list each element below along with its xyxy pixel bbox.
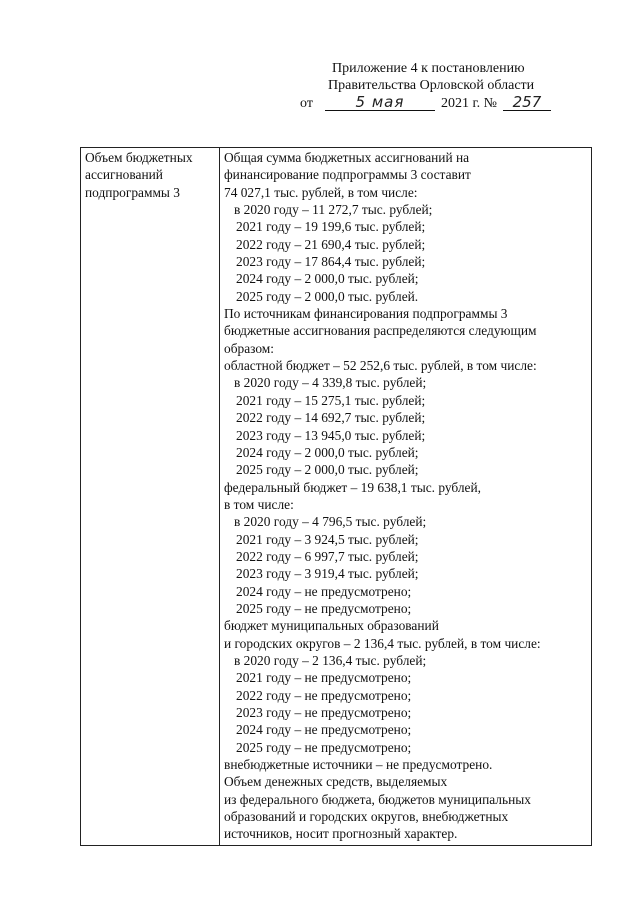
content-line: 2024 году – не предусмотрено; xyxy=(236,722,412,738)
content-line: 2023 году – 17 864,4 тыс. рублей; xyxy=(236,254,426,270)
content-line: 2021 году – 19 199,6 тыс. рублей; xyxy=(236,219,426,235)
content-line: По источникам финансирования подпрограммы 3 xyxy=(224,306,508,322)
content-line: образом: xyxy=(224,340,274,356)
appendix-header xyxy=(300,60,600,112)
content-line: федеральный бюджет – 19 638,1 тыс. рублей, xyxy=(224,479,481,495)
content-line: 2025 году – не предусмотрено; xyxy=(236,739,412,755)
content-line: 2023 году – не предусмотрено; xyxy=(236,705,412,720)
content-line: в 2020 году – 4 339,8 тыс. рублей; xyxy=(234,375,427,391)
budget-table xyxy=(80,147,592,846)
content-line: 2025 году – 2 000,0 тыс. рублей. xyxy=(236,288,419,304)
content-line: 2023 году – 3 919,4 тыс. рублей; xyxy=(236,566,419,582)
content-line: источников, носит прогнозный характер. xyxy=(224,826,458,842)
content-line: 2022 году – 6 997,7 тыс. рублей; xyxy=(236,548,419,564)
content-line: 2022 году – не предусмотрено; xyxy=(236,687,412,703)
content-line: 2021 году – 15 275,1 тыс. рублей; xyxy=(236,392,426,408)
row-label: Объем бюджетных ассигнований подпрограммы 3 xyxy=(81,148,220,846)
appendix-title: Приложение 4 к постановлению xyxy=(332,61,525,76)
content-line: внебюджетные источники – не предусмотрено. xyxy=(224,757,493,773)
appendix-date-line xyxy=(300,94,600,112)
content-line: Объем денежных средств, выделяемых xyxy=(224,774,448,790)
content-line: и городских округов – 2 136,4 тыс. рублей, в том числе: xyxy=(224,635,541,651)
content-line: 74 027,1 тыс. рублей, в том числе: xyxy=(224,184,418,200)
content-line: 2021 году – не предусмотрено; xyxy=(236,670,412,686)
content-line: 2025 году – 2 000,0 тыс. рублей; xyxy=(236,462,419,478)
content-line: 2025 году – не предусмотрено; xyxy=(236,600,412,616)
row-content xyxy=(220,148,592,846)
table-row xyxy=(81,148,592,846)
content-line: образований и городских округов, внебюджетных xyxy=(224,809,509,825)
content-line: из федерального бюджета, бюджетов муниципальных xyxy=(224,791,531,807)
content-line: 2021 году – 3 924,5 тыс. рублей; xyxy=(236,531,419,547)
content-line: бюджет муниципальных образований xyxy=(224,618,439,634)
content-line: 2022 году – 14 692,7 тыс. рублей; xyxy=(236,410,426,426)
content-line: в том числе: xyxy=(224,496,294,512)
content-line: областной бюджет – 52 252,6 тыс. рублей, в том числе: xyxy=(224,358,537,374)
handwritten-date: 5 мая xyxy=(325,94,435,111)
content-line: 2024 году – не предусмотрено; xyxy=(236,583,412,599)
content-line: Общая сумма бюджетных ассигнований на xyxy=(224,150,470,165)
content-line: 2024 году – 2 000,0 тыс. рублей; xyxy=(236,271,419,287)
content-line: в 2020 году – 2 136,4 тыс. рублей; xyxy=(234,652,427,668)
content-line: финансирование подпрограммы 3 составит xyxy=(224,167,471,183)
content-line: 2022 году – 21 690,4 тыс. рублей; xyxy=(236,236,426,252)
appendix-issuer: Правительства Орловской области xyxy=(328,78,535,93)
content-line: бюджетные ассигнования распределяются следующим xyxy=(224,323,537,339)
year-label: 2021 г. № xyxy=(440,96,497,111)
content-line: в 2020 году – 11 272,7 тыс. рублей; xyxy=(234,202,433,218)
content-line: в 2020 году – 4 796,5 тыс. рублей; xyxy=(234,514,427,530)
from-label: от xyxy=(300,96,313,111)
content-line: 2023 году – 13 945,0 тыс. рублей; xyxy=(236,427,426,443)
content-line: 2024 году – 2 000,0 тыс. рублей; xyxy=(236,444,419,460)
handwritten-number: 257 xyxy=(503,94,551,111)
